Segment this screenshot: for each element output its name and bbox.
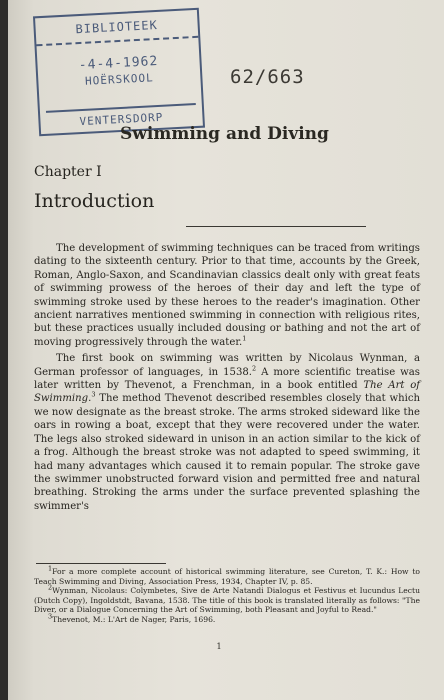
stamp-library-name: BIBLIOTEEK: [35, 10, 198, 46]
book-title-italic: The Art of Swimming.: [34, 380, 421, 405]
book-page: [8, 0, 444, 700]
footnote: $^2$Wynman, Nicolaus: Colymbetes, Sive de Arte Natandi Dialogus et Festivus et Iucundus Lectu (Dutch Copy), Ingoldstdt, Bavana, 1538. The title of this book is translated literally as follows: "The Diver, or a Dialogue Concerning the Art of Swimming, both Pleasant and Joyful to Read.": [34, 583, 420, 615]
footnote: $^1$For a more complete account of historical swimming literature, see Cureton, T. K.: How to Teach Swimming and Diving, Association Press, 1934, Chapter IV, p. 85.: [34, 564, 420, 586]
footnote: $^3$Thevenot, M.: L'Art de Nager, Paris, 1696.: [48, 612, 216, 624]
footnote-ref: 2: [252, 364, 257, 373]
footnotes: [34, 564, 420, 625]
library-stamp: [33, 8, 205, 137]
paragraph: The development of swimming techniques can be traced from writings dating to the sixteenth century. Prior to that time, accounts by the Greek, Roman, Anglo-Saxon, and Scandinavian classics dealt only with great feats of swimming prowess of the heroes of their day and left the type of swimming stroke used by these heroes to the reader's imagination. Other ancient narratives mentioned swimming in connection with religious rites, but these practices usually included dousing or bathing and not the art of moving progressively through the water.$^1$: [34, 243, 420, 348]
footnote-ref: 1: [242, 334, 247, 343]
stamp-school: HOËRSKOOL: [84, 71, 154, 88]
chapter-title: Introduction: [34, 190, 155, 212]
paragraph: The first book on swimming was written by Nicolaus Wynman, a German professor of languages, in 1538.$^2$ A more scientific treatise was later written by Thevenot, a Frenchman, in a book entitled The Art of Swimming.$^3$ The method Thevenot described resembles closely that which we now designate as the breast stroke. The arms stroked sideward like the oars in rowing a boat, except that they were recovered under the water. The legs also stroked sideward in unison in an action similar to the kick of a frog. Although the breast stroke was not adapted to speed swimming, it had many advantages which caused it to remain popular. The stroke gave the swimmer unobstructed forward vision and permitted free and natural breathing. Stroking the arms under the surface prevented splashing the swimmer's: [34, 353, 421, 512]
chapter-label: Chapter I: [34, 164, 102, 180]
page-number: 1: [216, 642, 222, 651]
stamp-town: VENTERSDORP: [46, 103, 197, 130]
accession-number: 62/663: [230, 66, 305, 88]
title-rule: [186, 226, 366, 227]
footnote-rule: [36, 563, 166, 564]
footnote-ref: 3: [91, 391, 96, 400]
body-text: [34, 242, 420, 516]
stamp-date: -4-4-1962: [78, 53, 159, 74]
book-title: Swimming and Diving: [120, 124, 329, 144]
